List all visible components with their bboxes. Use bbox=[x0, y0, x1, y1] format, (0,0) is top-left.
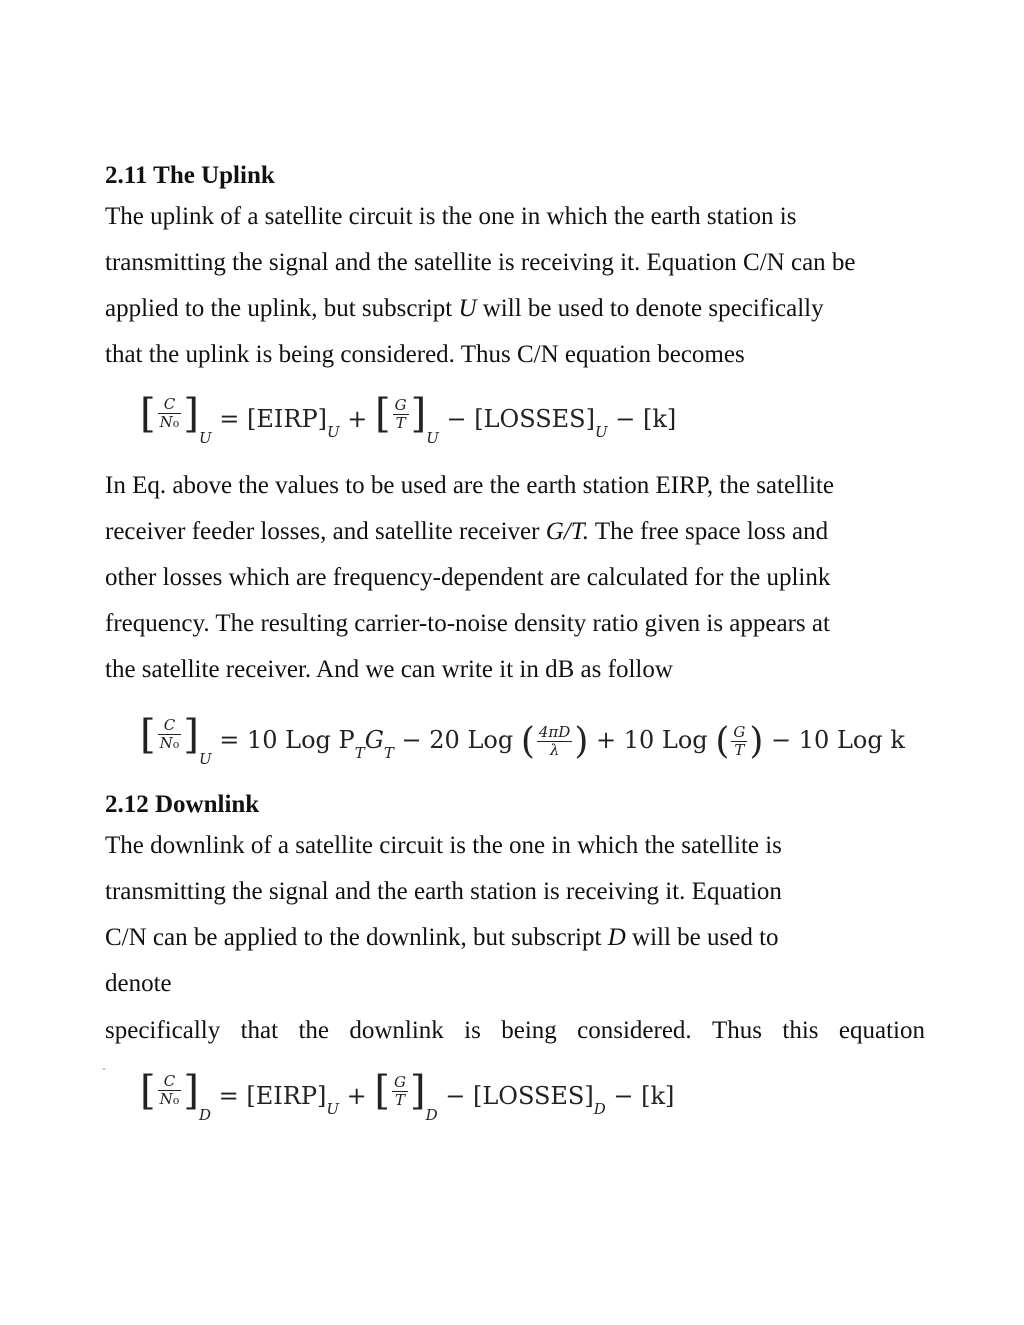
paragraph-line: applied to the uplink, but subscript U will be used to denote specifically bbox=[105, 295, 824, 322]
paragraph-line-justified: specifically that the downlink is being considered. Thus this equation bbox=[105, 1017, 925, 1044]
paragraph-line: other losses which are frequency-dependent are calculated for the uplink bbox=[105, 564, 831, 591]
paragraph-line: denote bbox=[105, 970, 172, 997]
paragraph-line: the satellite receiver. And we can write it in dB as follow bbox=[105, 656, 673, 683]
section-heading-downlink: 2.12 Downlink bbox=[105, 791, 260, 818]
equation-downlink-cn: [ $\frac{C}{No}$ ] $_D = [EIRP]_U$ + [ $\frac{G}{T}$ ] $_D - [LOSSES]_D - [k]$ bbox=[140, 1068, 675, 1124]
paragraph-line: that the uplink is being considered. Thus C/N equation becomes bbox=[105, 341, 745, 368]
paragraph-line: C/N can be applied to the downlink, but subscript D will be used to bbox=[105, 924, 779, 951]
paragraph-line: transmitting the signal and the satellite is receiving it. Equation C/N can be bbox=[105, 249, 856, 276]
section-heading-uplink: 2.11 The Uplink bbox=[105, 162, 275, 189]
equation-uplink-db: [ $\frac{C}{No}$ ] $_U$ = 10 Log $P_TG_T - 20$ Log ( $\frac{4\pi D}{\lambda}$ ) + 10 Log ( $\frac{G}{T}$ ) − 10 Log k bbox=[140, 712, 905, 768]
paragraph-line: The downlink of a satellite circuit is the one in which the satellite is bbox=[105, 832, 782, 859]
paragraph-line: transmitting the signal and the earth station is receiving it. Equation bbox=[105, 878, 782, 905]
paragraph-line: receiver feeder losses, and satellite receiver G/T. The free space loss and bbox=[105, 518, 829, 545]
equation-uplink-cn: [ $\frac{C}{No}$ ] $_U = [EIRP]_U$ + [ $\frac{G}{T}$ ] $_U - [LOSSES]_U - [k]$ bbox=[140, 391, 677, 447]
paragraph-line: frequency. The resulting carrier-to-noise density ratio given is appears at bbox=[105, 610, 830, 637]
paragraph-line: The uplink of a satellite circuit is the one in which the earth station is bbox=[105, 203, 797, 230]
paragraph-line: In Eq. above the values to be used are the earth station EIRP, the satellite bbox=[105, 472, 834, 499]
stray-dot bbox=[103, 1068, 105, 1070]
